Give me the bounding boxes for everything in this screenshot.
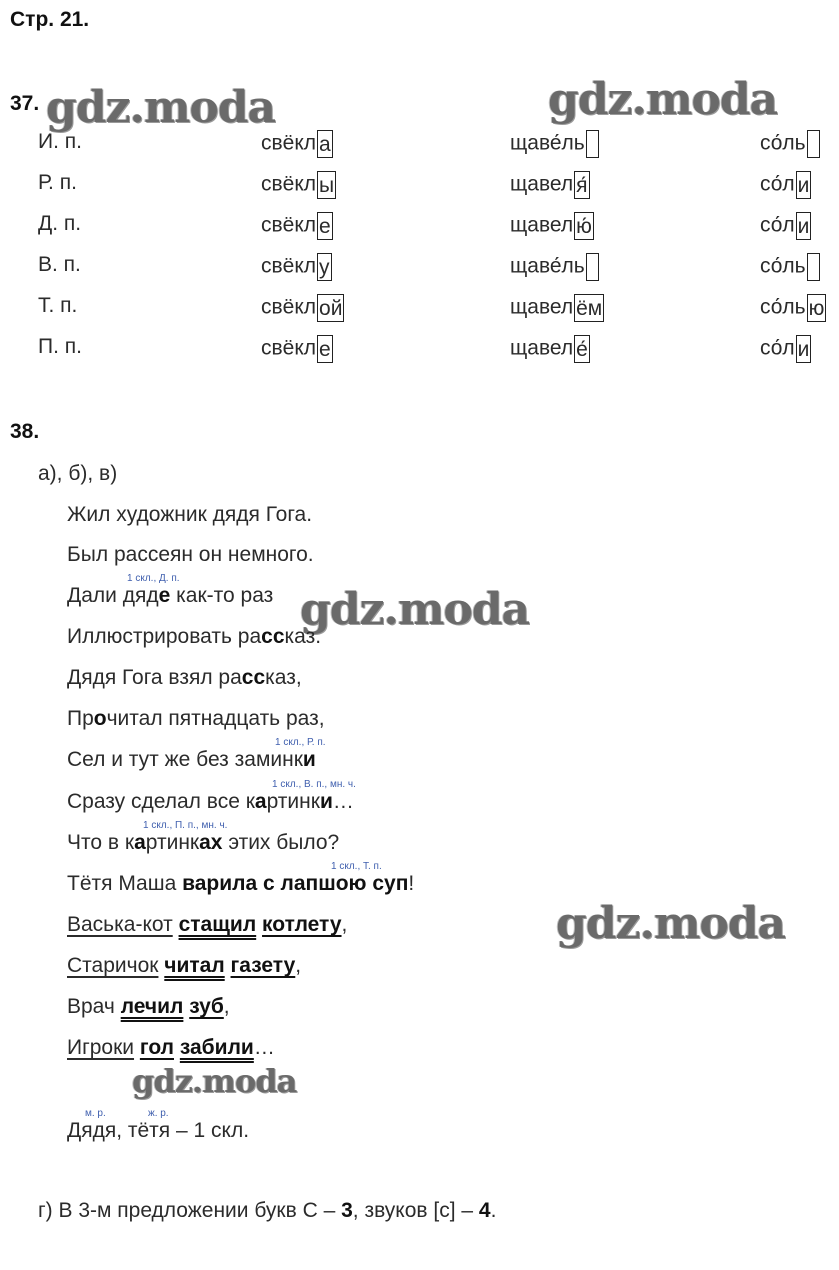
- page-number: Стр. 21.: [10, 8, 90, 31]
- word-beet: свёкл у: [261, 254, 330, 279]
- word-salt: со́л и: [760, 336, 810, 361]
- word-beet: свёкл ой: [261, 295, 343, 320]
- word-salt: со́ль: [760, 130, 820, 158]
- poem-line-13: Врач лечил зуб,: [67, 995, 230, 1018]
- poem-line-14: Игроки гол забили…: [67, 1036, 275, 1059]
- word-salt: со́ль ю: [760, 295, 825, 320]
- poem-line-4: Иллюстрировать рассказ.: [67, 625, 322, 648]
- word-sorrel: щавел я́: [510, 172, 588, 197]
- word-salt: со́ль: [760, 253, 820, 281]
- case-label: И. п.: [38, 130, 82, 153]
- watermark: gdz.moda: [46, 82, 276, 133]
- watermark: gdz.moda: [548, 74, 778, 125]
- sub-items-label: а), б), в): [38, 462, 118, 485]
- grammar-note: 1 скл., Д. п.: [127, 573, 180, 584]
- grammar-note: 1 скл., В. п., мн. ч.: [272, 779, 356, 790]
- word-salt: со́л и: [760, 213, 810, 238]
- word-beet: свёкл а: [261, 131, 331, 156]
- case-label: Т. п.: [38, 294, 78, 317]
- exercise-37-label: 37.: [10, 92, 40, 115]
- word-beet: свёкл ы: [261, 172, 335, 197]
- word-salt: со́л и: [760, 172, 810, 197]
- poem-line-5: Дядя Гога взял рассказ,: [67, 666, 302, 689]
- case-label: В. п.: [38, 253, 81, 276]
- poem-line-10: Тётя Маша варила с лапшою суп!: [67, 872, 415, 895]
- grammar-note: 1 скл., Т. п.: [331, 861, 382, 872]
- answer-g: г) В 3-м предложении букв С – 3, звуков [с] – 4.: [38, 1199, 497, 1222]
- word-beet: свёкл е: [261, 213, 331, 238]
- word-sorrel: щаве́ль: [510, 130, 599, 158]
- grammar-note: 1 скл., Р. п.: [275, 737, 326, 748]
- declension-summary: Дядя, тётя – 1 скл.: [67, 1119, 250, 1142]
- poem-line-8: Сразу сделал все картинки…: [67, 790, 354, 813]
- gender-note: ж. р.: [148, 1108, 169, 1119]
- exercise-38-label: 38.: [10, 420, 40, 443]
- poem-line-2: Был рассеян он немного.: [67, 543, 314, 566]
- poem-line-6: Прочитал пятнадцать раз,: [67, 707, 325, 730]
- poem-line-11: Васька-кот стащил котлету,: [67, 913, 348, 936]
- poem-line-3: Дали дяде как-то раз: [67, 584, 274, 607]
- word-beet: свёкл е: [261, 336, 331, 361]
- watermark: gdz.moda: [132, 1062, 297, 1100]
- case-label: П. п.: [38, 335, 82, 358]
- watermark: gdz.moda: [556, 898, 786, 949]
- watermark: gdz.moda: [300, 584, 530, 635]
- word-sorrel: щавел ём: [510, 295, 603, 320]
- grammar-note: 1 скл., П. п., мн. ч.: [143, 820, 228, 831]
- word-sorrel: щавел е́: [510, 336, 588, 361]
- case-label: Р. п.: [38, 171, 77, 194]
- word-sorrel: щаве́ль: [510, 253, 599, 281]
- poem-line-1: Жил художник дядя Гога.: [67, 503, 313, 526]
- poem-line-12: Старичок читал газету,: [67, 954, 302, 977]
- gender-note: м. р.: [85, 1108, 106, 1119]
- case-label: Д. п.: [38, 212, 82, 235]
- poem-line-7: Сел и тут же без заминки: [67, 748, 316, 771]
- word-sorrel: щавел ю́: [510, 213, 592, 238]
- poem-line-9: Что в картинках этих было?: [67, 831, 340, 854]
